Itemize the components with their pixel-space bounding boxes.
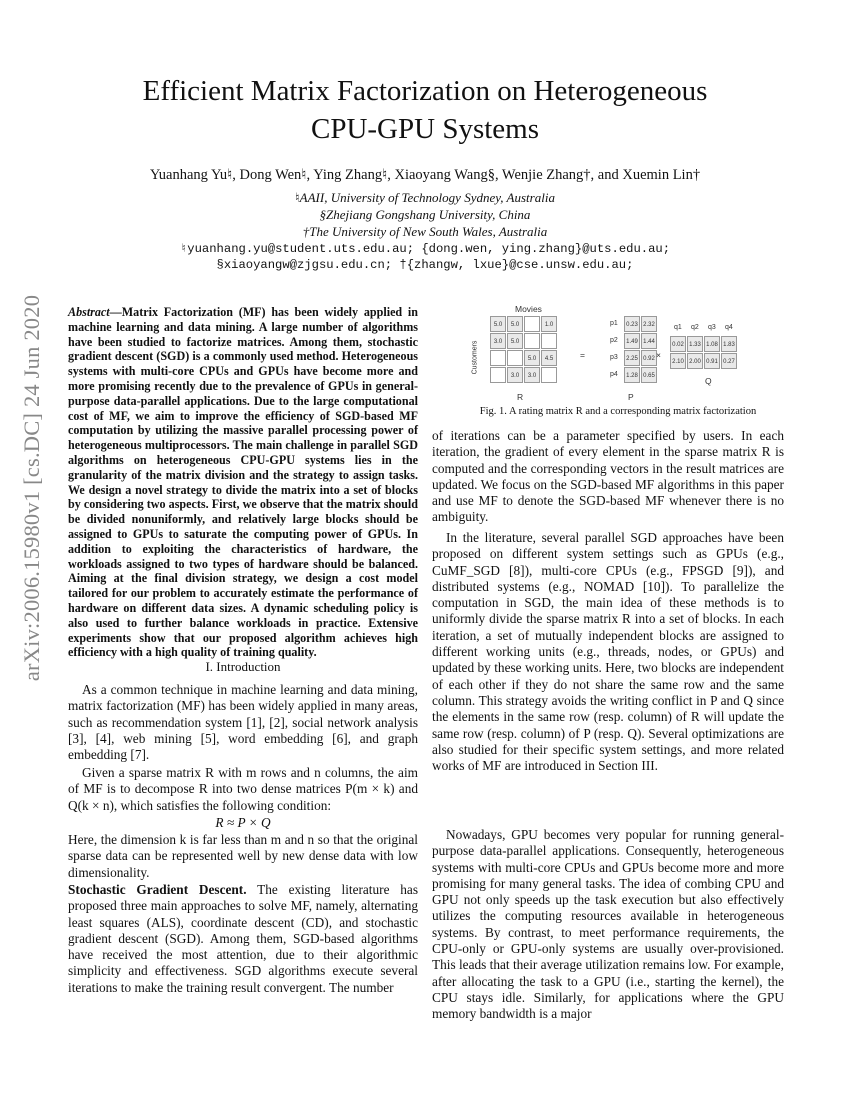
affiliation-1: ♮AAII, University of Technology Sydney, Australia [295, 190, 555, 205]
figure-caption: Fig. 1. A rating matrix R and a corresponding matrix factorization [479, 406, 757, 417]
r-matrix-cell [541, 333, 557, 349]
sgd-paragraph [68, 882, 418, 996]
email-line-2: §xiaoyangw@zjgsu.edu.cn; †{zhangw, lxue}@cse.unsw.edu.au; [216, 258, 634, 272]
p-matrix-cell: 0.65 [641, 367, 657, 383]
section-heading-introduction: I. Introduction [205, 659, 281, 674]
r-matrix-cell [490, 367, 506, 383]
r-matrix-cell: 3.0 [507, 367, 523, 383]
r-matrix-cell: 5.0 [507, 333, 523, 349]
q-col-label: q3 [708, 324, 716, 331]
p-matrix-cell: 1.49 [624, 333, 640, 349]
p-row-label: p1 [610, 320, 618, 327]
intro-paragraph-3: Here, the dimension k is far less than m and n so that the original sparse data can be represented well by new dense data with low dimensionality. [68, 832, 418, 880]
P-label: P [628, 392, 634, 402]
Q-label: Q [705, 376, 712, 386]
r-matrix-cell: 5.0 [507, 316, 523, 332]
abstract [68, 305, 418, 660]
p-matrix-cell: 0.23 [624, 316, 640, 332]
q-matrix-cell: 0.02 [670, 336, 686, 352]
email-line-1: ♮yuanhang.yu@student.uts.edu.au; {dong.wen, ying.zhang}@uts.edu.au; [179, 242, 671, 256]
abstract-text: —Matrix Factorization (MF) has been widely applied in machine learning and data mining. A large number of algorithms have been studied to factorize matrices. Among them, stochastic gradient descent (SGD) is a commonly used method. Heterogeneous systems with multi-core CPUs and GPUs have become more and more promising recently due to the prevalence of GPUs in general-purpose data-parallel applications. Due to the large computational cost of MF, we aim to improve the efficiency of SGD-based MF computation by utilizing the massive parallel processing power of heterogeneous multiprocessors. The main challenge in parallel SGD algorithms on heterogeneous CPU-GPU systems lies in the granularity of the matrix division and the strategy to assign tasks. We design a novel strategy to divide the matrix into a set of blocks by considering two aspects. First, we observe that the matrix should be divided nonuniformly, and relatively large blocks should be assigned to GPUs to saturate the computing power of GPUs. In addition to exploiting the characteristics of hardware, the workloads assigned to two types of hardware should be balanced. Aiming at the final division strategy, we design a cost model tailored for our problem to accurately estimate the performance of hardware on different data sizes. A dynamic scheduling policy is also used to further balance workloads in practice. Extensive experiments show that our proposed algorithm achieves high efficiency with a high quality of training quality. [68, 305, 418, 660]
q-matrix-cell: 2.10 [670, 353, 686, 369]
equals-sign: = [580, 350, 585, 360]
r-matrix-cell: 4.5 [541, 350, 557, 366]
r-matrix-cell [507, 350, 523, 366]
intro-paragraph-2: Given a sparse matrix R with m rows and n columns, the aim of MF is to decompose R into two dense matrices P(m × k) and Q(k × n), which satisfies the following condition: [68, 765, 418, 813]
q-matrix-cell: 1.08 [704, 336, 720, 352]
abstract-label: Abstract [68, 305, 110, 319]
right-paragraph-2: In the literature, several parallel SGD approaches have been proposed on different system settings such as GPUs (e.g., CuMF_SGD [8]), multi-core CPUs (e.g., FPSGD [9]), and distributed systems (e.g., NOMAD [10]). To parallelize the computation in SGD, the main idea of these methods is to uniformly divide the sparse matrix R into a set of blocks. In each iteration, a set of mutually independent blocks are assigned to different working units (e.g., threads, nodes, or GPUs) and updated by these working units. Here, two blocks are independent of each other if they do not share the same row and the same column. This strategy avoids the writing conflict in P and Q since the elements in the same row (resp. column) of R will update the same row (resp. column) of P (resp. Q). Several optimizations are also studied for their specific system settings, and more related works of MF are introduced in Section III. [432, 530, 784, 774]
p-row-label: p2 [610, 337, 618, 344]
affiliation-3: †The University of New South Wales, Australia [302, 224, 548, 239]
p-matrix-cell: 1.28 [624, 367, 640, 383]
p-row-label: p4 [610, 371, 618, 378]
r-matrix-cell [490, 350, 506, 366]
author-list: Yuanhang Yu♮, Dong Wen♮, Ying Zhang♮, Xiaoyang Wang§, Wenjie Zhang†, and Xuemin Lin† [149, 167, 701, 183]
title-line-2: CPU-GPU Systems [310, 113, 540, 145]
arxiv-sidebar-id: arXiv:2006.15980v1 [cs.DC] 24 Jun 2020 [19, 294, 44, 682]
r-matrix-cell: 3.0 [524, 367, 540, 383]
r-matrix-cell: 3.0 [490, 333, 506, 349]
movies-label: Movies [515, 304, 542, 314]
r-matrix-cell [524, 316, 540, 332]
sgd-label: Stochastic Gradient Descent. [68, 882, 247, 897]
paper-title [60, 72, 790, 148]
equation: R ≈ P × Q [215, 815, 271, 830]
intro-paragraph-1: As a common technique in machine learning and data mining, matrix factorization (MF) has been widely applied in many areas, such as recommendation system [1], [2], social network analysis [3], [4], web mining [5], word embedding [6], and graph embedding [7]. [68, 682, 418, 763]
r-matrix-cell: 1.0 [541, 316, 557, 332]
right-paragraph-1: of iterations can be a parameter specified by users. In each iteration, the gradient of every element in the sparse matrix R is computed and the corresponding vectors in the result matrices are updated. We focus on the SGD-based MF algorithms in this paper and use MF to denote the SGD-based MF whenever there is no ambiguity. [432, 428, 784, 525]
p-row-label: p3 [610, 354, 618, 361]
q-matrix-cell: 2.00 [687, 353, 703, 369]
r-matrix-cell: 5.0 [524, 350, 540, 366]
title-line-1: Efficient Matrix Factorization on Heterogeneous [142, 75, 708, 107]
R-label: R [517, 392, 524, 402]
q-matrix-cell: 1.33 [687, 336, 703, 352]
p-matrix-cell: 1.44 [641, 333, 657, 349]
q-col-label: q1 [674, 324, 682, 331]
r-matrix-cell [524, 333, 540, 349]
q-col-label: q4 [725, 324, 733, 331]
customers-label: Customers [471, 340, 479, 375]
q-col-label: q2 [691, 324, 699, 331]
q-matrix-cell: 0.91 [704, 353, 720, 369]
affiliation-2: §Zhejiang Gongshang University, China [319, 207, 531, 222]
p-matrix-cell: 2.25 [624, 350, 640, 366]
q-matrix-cell: 0.27 [721, 353, 737, 369]
right-paragraph-3: Nowadays, GPU becomes very popular for running general-purpose data-parallel applications. Consequently, heterogeneous systems with multi-core CPUs and GPUs become more and more promising for many general tasks. The idea of combing CPU and GPU not only speeds up the task execution but also effectively utilizes the computing resources available in heterogeneous systems. By contrast, to meet performance requirements, the CPU-only or GPU-only systems are usually over-provisioned. This leads that their average utilization remains low. For example, after allocating the task to a GPU (i.e., starting the kernel), the CPU stays idle. Similarly, for applications where the GPU memory bandwidth is a major [432, 827, 784, 1022]
p-matrix-cell: 0.92 [641, 350, 657, 366]
sgd-text: The existing literature has proposed three main approaches to solve MF, namely, alternating least squares (ALS), coordinate descent (CD), and stochastic gradient descent (SGD). Among them, SGD-based algorithms have received the most attention, due to their algorithmic simplicity and effectiveness. SGD algorithms execute several iterations to make the training result convergent. The number [68, 882, 419, 995]
r-matrix-cell [541, 367, 557, 383]
r-matrix-cell: 5.0 [490, 316, 506, 332]
times-sign: × [656, 350, 661, 360]
figure-1 [470, 302, 780, 412]
q-matrix-cell: 1.83 [721, 336, 737, 352]
p-matrix-cell: 2.32 [641, 316, 657, 332]
